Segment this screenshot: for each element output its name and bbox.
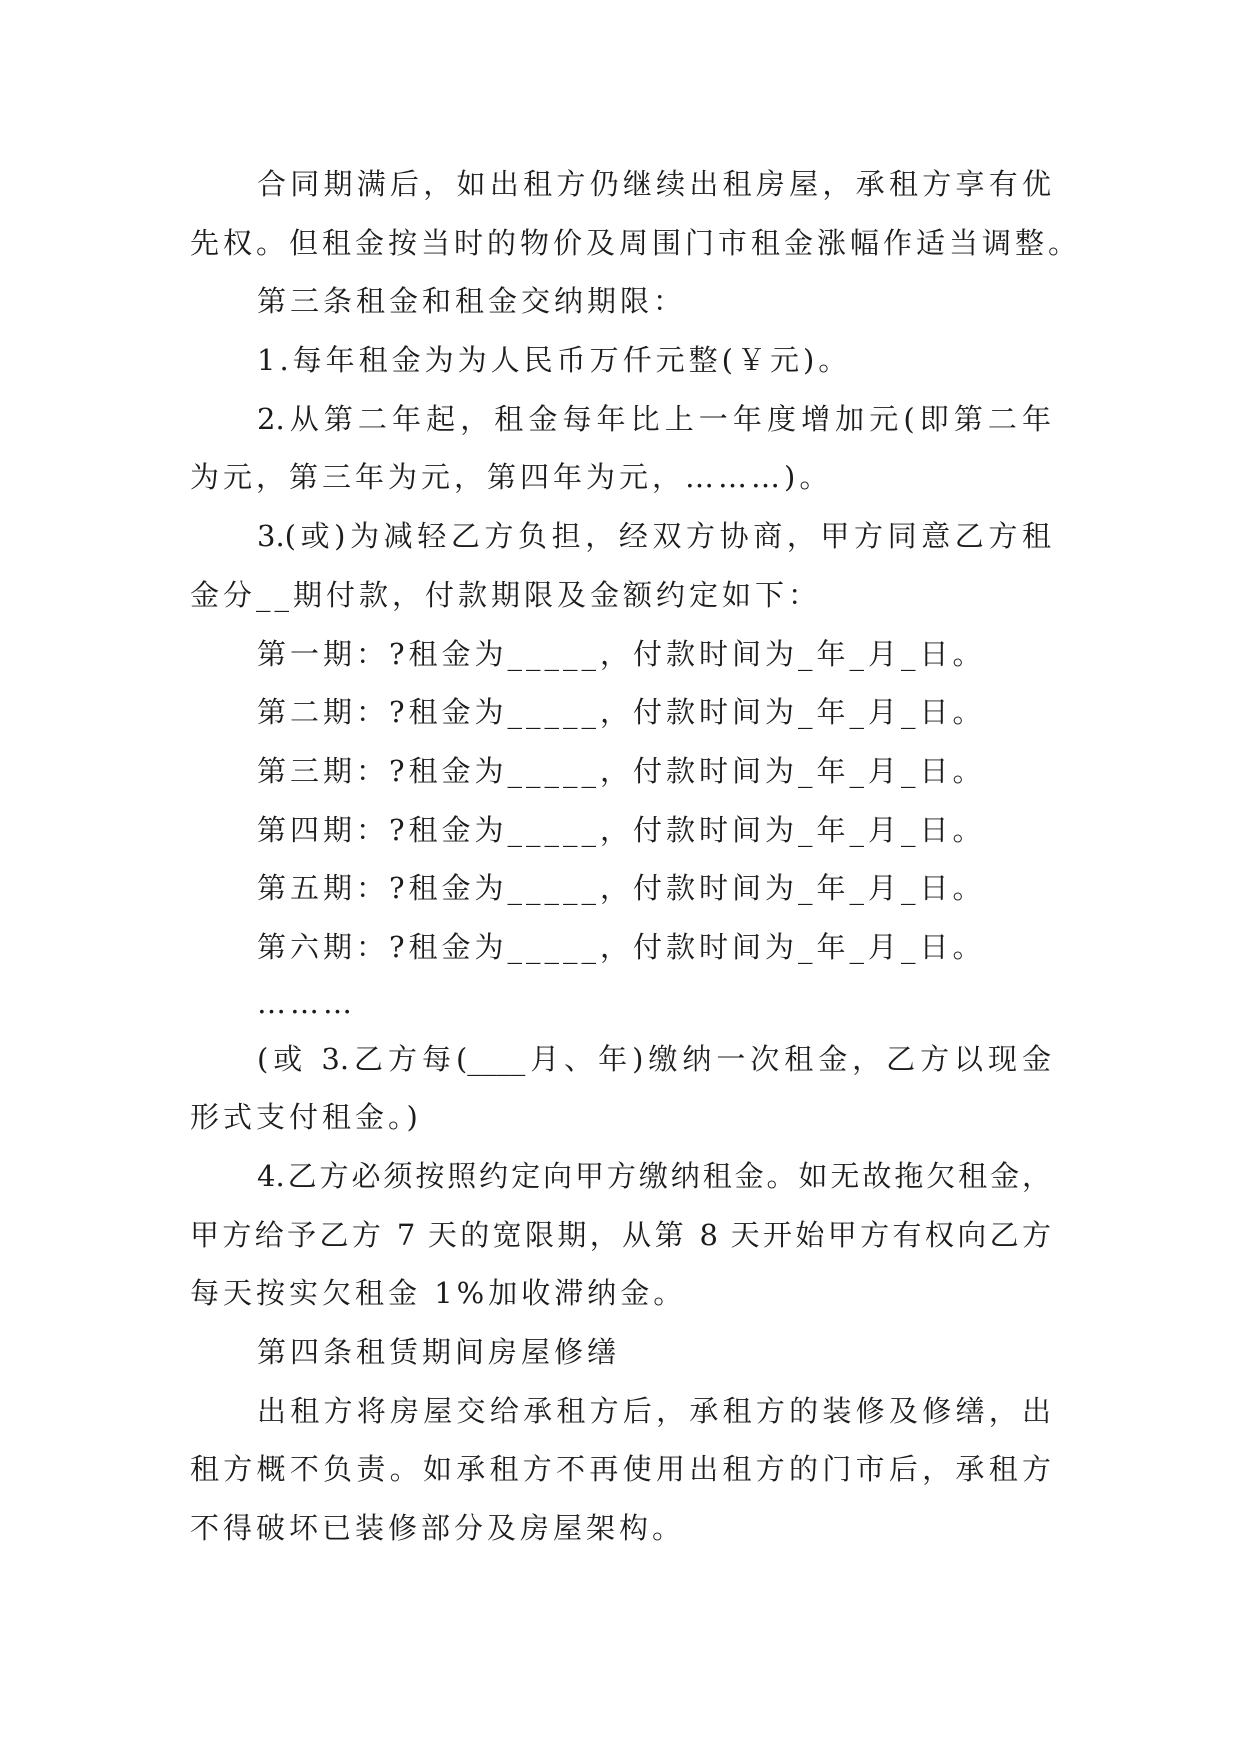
paragraph-line: (或 3.乙方每(____月、年)缴纳一次租金，乙方以现金 xyxy=(257,1041,1051,1076)
installment-6 xyxy=(190,918,1051,977)
section-heading-article-3 xyxy=(190,272,1051,331)
paragraph-line: 1.每年租金为为人民币万仟元整(￥元)。 xyxy=(257,343,852,378)
section-heading-article-4 xyxy=(190,1323,1051,1382)
installment-4 xyxy=(190,801,1051,860)
paragraph-line: 形式支付租金。) xyxy=(190,1100,422,1135)
paragraph-line: 金分__期付款，付款期限及金额约定如下： xyxy=(190,577,822,612)
paragraph-line: 先权。但租金按当时的物价及周围门市租金涨幅作适当调整。 xyxy=(190,225,1082,260)
ellipsis-text: ……… xyxy=(257,985,356,1020)
repair-clause xyxy=(190,1382,1051,1558)
section-heading: 第三条租金和租金交纳期限： xyxy=(257,284,687,319)
installment-line: 第三期：?租金为_____，付款时间为_年_月_日。 xyxy=(257,753,986,788)
installment-3 xyxy=(190,742,1051,801)
clause-4 xyxy=(190,1147,1051,1323)
clause-3 xyxy=(190,507,1051,624)
installment-line: 第六期：?租金为_____，付款时间为_年_月_日。 xyxy=(257,929,986,964)
paragraph-line: 合同期满后，如出租方仍继续出租房屋，承租方享有优 xyxy=(257,167,1051,201)
installment-line: 第五期：?租金为_____，付款时间为_年_月_日。 xyxy=(257,871,986,906)
ellipsis-line xyxy=(190,977,1051,1030)
paragraph-line: 租方概不负责。如承租方不再使用出租方的门市后，承租方 xyxy=(190,1452,1051,1487)
paragraph-line: 每天按实欠租金 1%加收滞纳金。 xyxy=(190,1276,687,1311)
paragraph-line: 出租方将房屋交给承租方后，承租方的装修及修缮，出 xyxy=(257,1393,1051,1428)
paragraph-line: 4.乙方必须按照约定向甲方缴纳租金。如无故拖欠租金， xyxy=(257,1159,1051,1193)
installment-line: 第四期：?租金为_____，付款时间为_年_月_日。 xyxy=(257,812,986,847)
paragraph-line: 为元，第三年为元，第四年为元，………)。 xyxy=(190,460,833,495)
installment-line: 第二期：?租金为_____，付款时间为_年_月_日。 xyxy=(257,695,986,730)
section-heading: 第四条租赁期间房屋修缮 xyxy=(257,1335,621,1370)
installment-line: 第一期：?租金为_____，付款时间为_年_月_日。 xyxy=(257,636,986,671)
clause-2 xyxy=(190,390,1051,507)
clause-1 xyxy=(190,331,1051,390)
clause-3-alternative xyxy=(190,1030,1051,1147)
document-body xyxy=(190,155,1082,1558)
paragraph-line: 甲方给予乙方 7 天的宽限期，从第 8 天开始甲方有权向乙方 xyxy=(190,1217,1051,1252)
installment-5 xyxy=(190,859,1051,918)
installment-1 xyxy=(190,625,1051,684)
paragraph-line: 2.从第二年起，租金每年比上一年度增加元(即第二年 xyxy=(257,401,1051,436)
installment-2 xyxy=(190,683,1051,742)
paragraph-line: 3.(或)为减轻乙方负担，经双方协商，甲方同意乙方租 xyxy=(257,519,1051,554)
paragraph-renewal-priority xyxy=(190,155,1082,272)
paragraph-line: 不得破坏已装修部分及房屋架构。 xyxy=(190,1511,686,1546)
